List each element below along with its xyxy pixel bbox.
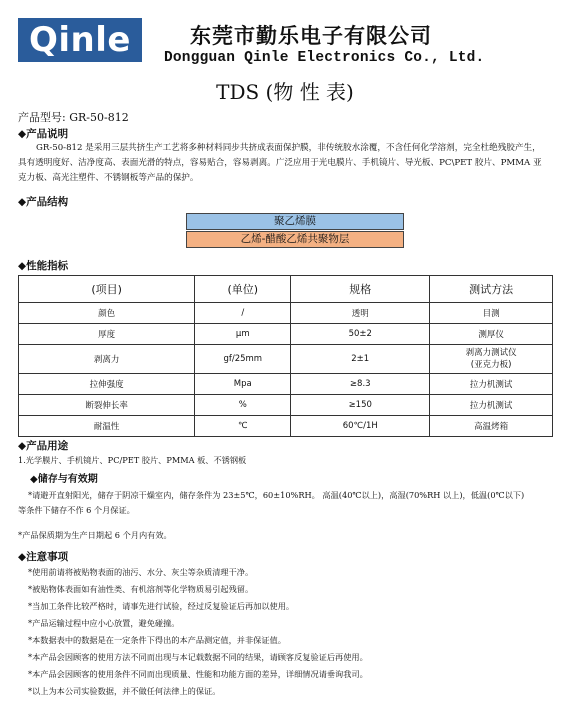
precaution-item: *当加工条件比较严格时，请事先进行试验，经过反复验证后再加以使用。: [28, 601, 295, 611]
structure-heading: ◆产品结构: [18, 196, 69, 208]
table-cell: 颜色: [19, 303, 195, 324]
description-line: 具有透明度好、洁净度高、表面光滑的特点，容易贴合，容易剥离。广泛应用于光电膜片、手机镜片、导光板、PC\PET 胶片、PMMA 亚: [18, 158, 542, 168]
table-cell: 断裂伸长率: [19, 395, 195, 416]
table-cell: 目测: [430, 303, 553, 324]
description-line: GR-50-812 是采用三层共挤生产工艺将多种材料同步共挤成表面保护膜，非传统胶水涂覆，不含任何化学溶剂，完全杜绝残胶产生，: [36, 143, 541, 153]
table-cell: 耐温性: [19, 416, 195, 437]
table-cell: ≥150: [291, 395, 430, 416]
table-cell: 高温烤箱: [430, 416, 553, 437]
storage-text: [18, 488, 558, 518]
table-cell: 厚度: [19, 324, 195, 345]
performance-heading: ◆性能指标: [18, 260, 69, 272]
table-cell: ≥8.3: [291, 374, 430, 395]
table-row: [19, 345, 553, 374]
structure-layer-eva: 乙烯-醋酸乙烯共聚物层: [186, 231, 404, 248]
product-model: 产品型号: GR-50-812: [18, 111, 129, 124]
table-row: [19, 324, 553, 345]
table-cell: μm: [195, 324, 291, 345]
table-cell: 拉力机测试: [430, 395, 553, 416]
table-cell: %: [195, 395, 291, 416]
precaution-item: *本产品会因顾客的使用方法不同而出现与本记载数据不同的结果，请顾客反复验证后再使用。: [28, 652, 368, 662]
table-cell: 透明: [291, 303, 430, 324]
precaution-item: *产品运输过程中应小心放置，避免碰撞。: [28, 618, 180, 628]
table-cell: 测厚仪: [430, 324, 553, 345]
table-cell: 拉伸强度: [19, 374, 195, 395]
precaution-item: *本产品会因顾客的使用条件不同而出现质量、性能和功能方面的差异，详细情况请垂询我司。: [28, 669, 368, 679]
column-header: (单位): [195, 276, 291, 303]
table-header-row: [19, 276, 553, 303]
table-row: [19, 374, 553, 395]
table-row: [19, 416, 553, 437]
description-heading: ◆产品说明: [18, 128, 69, 140]
structure-layer-pe: 聚乙烯膜: [186, 213, 404, 230]
precaution-item: *以上为本公司实验数据，并不做任何法律上的保证。: [28, 686, 221, 696]
table-cell: ℃: [195, 416, 291, 437]
storage-line: 等条件下储存不作 6 个月保证。: [18, 505, 135, 515]
column-header: 规格: [291, 276, 430, 303]
column-header: (项目): [19, 276, 195, 303]
table-cell: /: [195, 303, 291, 324]
logo-text: Qinle: [29, 20, 131, 60]
table-cell: 拉力机测试: [430, 374, 553, 395]
precaution-item: *本数据表中的数据是在一定条件下得出的本产品测定值，并非保证值。: [28, 635, 286, 645]
column-header: 测试方法: [430, 276, 553, 303]
table-cell: 剥离力: [19, 345, 195, 374]
table-cell: 50±2: [291, 324, 430, 345]
precaution-item: *被贴物体表面如有油性类、有机溶剂等化学物质易引起残留。: [28, 584, 254, 594]
shelf-life-text: *产品保质期为生产日期起 6 个月内有效。: [18, 530, 172, 540]
description-text: [18, 141, 556, 186]
storage-heading: ◆储存与有效期: [30, 474, 98, 485]
table-row: [19, 395, 553, 416]
table-cell: Mpa: [195, 374, 291, 395]
precaution-item: *使用前请将被贴物表面的油污、水分、灰尘等杂质清理干净。: [28, 567, 254, 577]
table-cell: 2±1: [291, 345, 430, 374]
performance-table: [18, 275, 553, 437]
precautions-heading: ◆注意事项: [18, 551, 69, 563]
company-logo: [18, 18, 142, 62]
usage-heading: ◆产品用途: [18, 440, 69, 452]
table-cell: gf/25mm: [195, 345, 291, 374]
usage-text: 1.光学膜片、手机镜片、PC/PET 胶片、PMMA 板、不锈钢板: [18, 455, 247, 465]
company-name-cn: 东莞市勤乐电子有限公司: [190, 24, 432, 48]
table-cell: 60℃/1H: [291, 416, 430, 437]
document-title: TDS (物 性 表): [216, 80, 354, 104]
description-line: 克力板、高光注塑件、不锈钢板等产品的保护。: [18, 173, 199, 183]
table-cell: 剥离力测试仪 (亚克力板): [430, 345, 553, 374]
storage-line: *请避开直射阳光，储存于阴凉干燥室内，储存条件为 23±5℃，60±10%RH。 高温(40℃以上)，高湿(70%RH 以上)，低温(0℃以下): [28, 490, 525, 500]
company-name-en: Dongguan Qinle Electronics Co., Ltd.: [164, 50, 485, 66]
table-row: [19, 303, 553, 324]
